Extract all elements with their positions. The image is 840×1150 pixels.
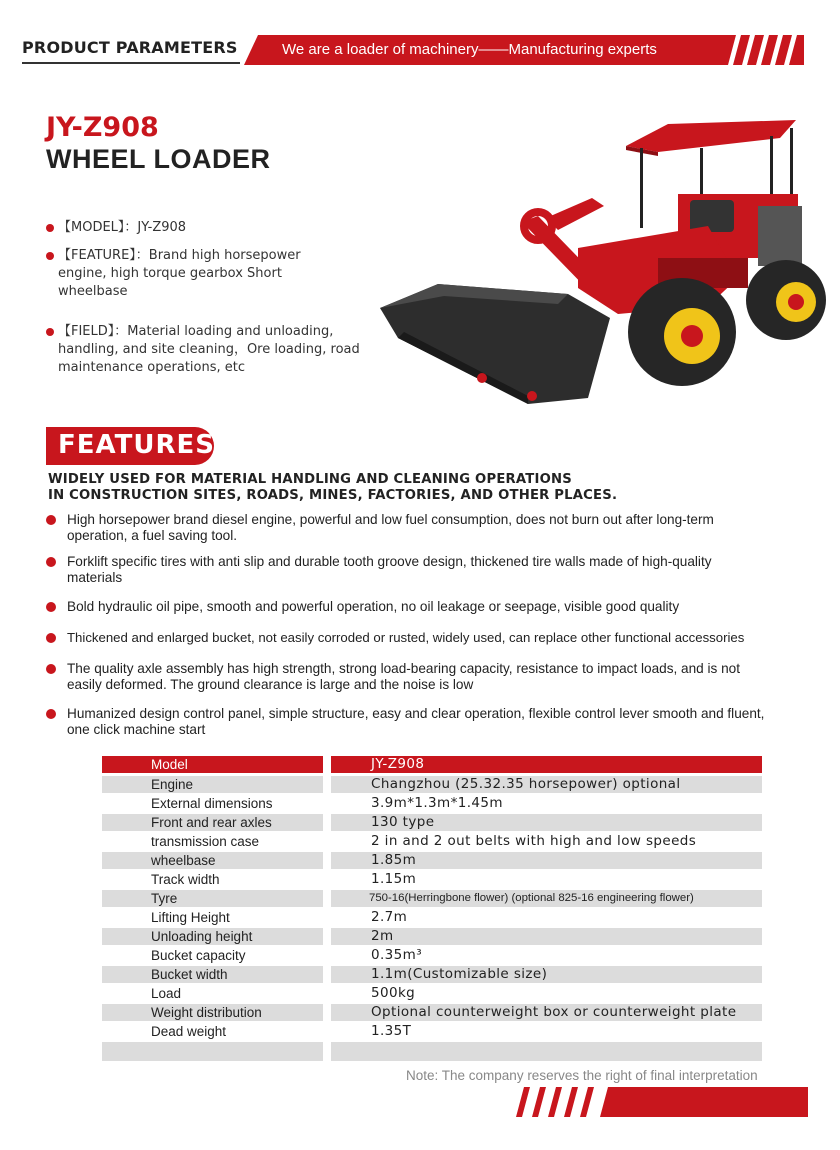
spec-value: 3.9m*1.3m*1.45m (371, 795, 503, 811)
spec-header-value: JY-Z908 (371, 756, 425, 772)
spec-row (102, 776, 762, 793)
spec-value: 1.85m (371, 852, 417, 868)
spec-value: 1.15m (371, 871, 417, 887)
spec-value: 2.7m (371, 909, 408, 925)
spec-value: 500kg (371, 985, 416, 1001)
feature-item (46, 630, 836, 646)
spec-label: Bucket width (151, 967, 228, 982)
product-model-code: JY-Z908 (46, 112, 159, 143)
info-feature (46, 247, 346, 301)
spec-row (102, 833, 762, 850)
spec-row (102, 985, 762, 1002)
slogan-text: We are a loader of machinery——Manufacturing experts (282, 41, 657, 58)
spec-label: wheelbase (151, 853, 216, 868)
spec-row (102, 909, 762, 926)
bullet-dot (46, 557, 56, 567)
spec-header-label: Model (151, 757, 188, 772)
spec-label: Front and rear axles (151, 815, 272, 830)
bullet-dot (46, 515, 56, 525)
spec-label: Bucket capacity (151, 948, 246, 963)
feature-item-text: Forklift specific tires with anti slip and durable tooth groove design, thickened tire walls made of high-quality materials (67, 554, 712, 585)
bullet-dot (46, 328, 54, 336)
spec-value: Changzhou (25.32.35 horsepower) optional (371, 776, 681, 792)
features-subtitle (48, 472, 617, 504)
spec-row (102, 871, 762, 888)
spec-row (102, 966, 762, 983)
product-name: WHEEL LOADER (46, 144, 271, 174)
feature-item-text: High horsepower brand diesel engine, powerful and low fuel consumption, does not burn out after long-term operation, a fuel saving tool. (67, 512, 714, 543)
spec-value: 0.35m³ (371, 947, 423, 963)
bullet-dot (46, 633, 56, 643)
info-field-label: 【FIELD】： (58, 324, 128, 339)
spec-row (102, 928, 762, 945)
section-title-underline (22, 62, 240, 64)
bullet-dot (46, 224, 54, 232)
spec-row (102, 1023, 762, 1040)
feature-item (46, 599, 826, 615)
spec-label: Weight distribution (151, 1005, 262, 1020)
spec-label: Load (151, 986, 182, 1001)
info-field-text: Material loading and unloading, handling, and site cleaning，Ore loading, road maintenance operations, etc (58, 324, 360, 375)
spec-value: 2m (371, 928, 394, 944)
spec-label: External dimensions (151, 796, 273, 811)
disclaimer-note: Note: The company reserves the right of final interpretation (406, 1068, 758, 1083)
spec-row (102, 795, 762, 812)
info-model (46, 219, 346, 237)
feature-item-text: Bold hydraulic oil pipe, smooth and powerful operation, no oil leakage or seepage, visible good quality (67, 599, 680, 614)
feature-item (46, 554, 736, 586)
spec-label: Tyre (151, 891, 178, 906)
spec-label: Unloading height (151, 929, 253, 944)
spec-row (102, 1004, 762, 1021)
spec-value: 130 type (371, 814, 435, 830)
spec-label: Track width (151, 872, 220, 887)
spec-row-empty (102, 1042, 762, 1061)
spec-value: 2 in and 2 out belts with high and low speeds (371, 833, 697, 849)
spec-value: Optional counterweight box or counterweight plate (371, 1004, 737, 1020)
header-stripes-decoration (720, 35, 806, 65)
spec-table-header (102, 756, 762, 773)
features-subtitle-line: WIDELY USED FOR MATERIAL HANDLING AND CLEANING OPERATIONS IN CONSTRUCTION SITES, ROADS, MINES, FACTORIES, AND OTHER PLACES. (48, 472, 618, 503)
footer-stripes-decoration (512, 1087, 808, 1117)
spec-value: 750-16(Herringbone flower) (optional 825-16 engineering flower) (369, 892, 694, 904)
spec-value: 1.35T (371, 1023, 412, 1039)
info-model-label: 【MODEL】： (58, 220, 138, 235)
spec-row (102, 852, 762, 869)
feature-item (46, 512, 746, 544)
spec-row (102, 890, 762, 907)
bullet-dot (46, 709, 56, 719)
feature-item (46, 706, 776, 738)
bullet-dot (46, 602, 56, 612)
feature-item-text: Thickened and enlarged bucket, not easily corroded or rusted, widely used, can replace other functional accessories (67, 630, 745, 645)
spec-label: Dead weight (151, 1024, 227, 1039)
feature-item-text: Humanized design control panel, simple structure, easy and clear operation, flexible control lever smooth and fluent, one click machine start (67, 706, 765, 737)
spec-row (102, 947, 762, 964)
spec-value: 1.1m(Customizable size) (371, 966, 548, 982)
spec-label: Engine (151, 777, 194, 792)
info-feature-label: 【FEATURE】： (58, 248, 149, 263)
spec-label: Lifting Height (151, 910, 230, 925)
spec-label: transmission case (151, 834, 260, 849)
spec-row (102, 814, 762, 831)
bullet-dot (46, 664, 56, 674)
features-badge-label: FEATURES (58, 430, 215, 460)
bullet-dot (46, 252, 54, 260)
info-model-text: JY-Z908 (137, 220, 187, 235)
info-field (46, 323, 366, 377)
info-feature-text: Brand high horsepower engine, high torque gearbox Short wheelbase (58, 248, 301, 299)
section-title: PRODUCT PARAMETERS (22, 38, 238, 57)
feature-item (46, 661, 756, 693)
wheel-loader-image (378, 118, 826, 418)
feature-item-text: The quality axle assembly has high strength, strong load-bearing capacity, resistance to impact loads, and is not easily deformed. The ground clearance is large and the noise is low (67, 661, 741, 692)
